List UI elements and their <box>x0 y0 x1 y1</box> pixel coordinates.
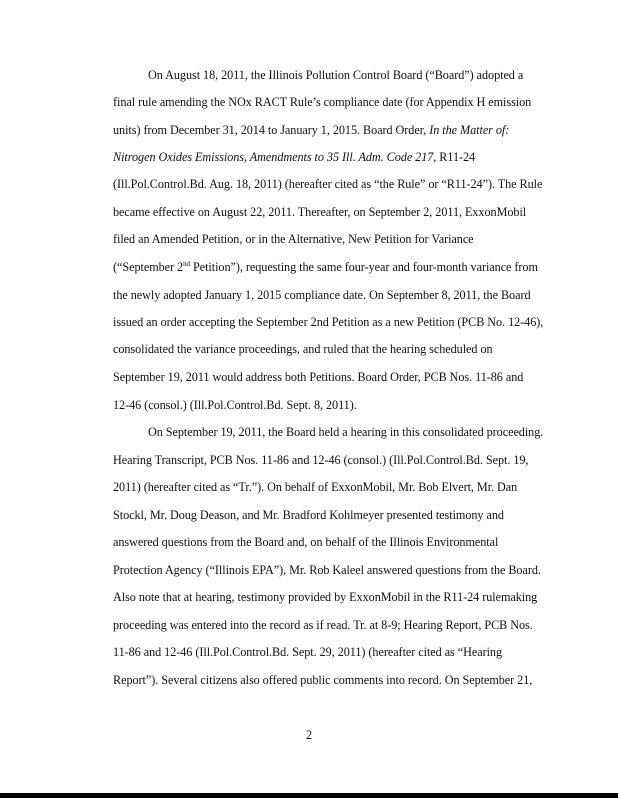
case-title-italic: In the Matter of: <box>429 123 510 137</box>
p2-line-2: Hearing Transcript, PCB Nos. 11-86 and 12-46 (consol.) (Ill.Pol.Control.Bd. Sept. 19, <box>113 453 529 467</box>
p2-line-10: Report”). Several citizens also offered public comments into record. On September 21, <box>113 673 533 687</box>
p1-line-11: consolidated the variance proceedings, and ruled that the hearing scheduled on <box>113 342 493 356</box>
page-number: 2 <box>305 728 313 742</box>
p2-line-7: Also note that at hearing, testimony provided by ExxonMobil in the R11-24 rulemaking <box>113 590 538 604</box>
p1-line-1: On August 18, 2011, the Illinois Pollution Control Board (“Board”) adopted a <box>148 68 524 82</box>
sept-quote-open: (“September 2 <box>113 260 184 274</box>
sept-quote-rest: Petition”), requesting the same four-year and four-month variance from <box>189 260 538 274</box>
case-name-italic: Nitrogen Oxides Emissions, Amendments to 35 Ill. Adm. Code 217, <box>113 150 437 164</box>
p1-line-4 <box>113 150 475 164</box>
p2-line-5: answered questions from the Board and, on behalf of the Illinois Environmental <box>113 535 499 549</box>
p1-line-3 <box>113 123 509 137</box>
p1-line-8 <box>113 260 538 274</box>
case-number: R11-24 <box>436 150 476 164</box>
bottom-rule <box>0 793 618 798</box>
p2-line-1: On September 19, 2011, the Board held a hearing in this consolidated proceeding. <box>148 425 544 439</box>
p1-line-6: became effective on August 22, 2011. Thereafter, on September 2, 2011, ExxonMobil <box>113 205 527 219</box>
p1-line-2: final rule amending the NOx RACT Rule’s compliance date (for Appendix H emission <box>113 95 532 109</box>
p1-line-7: filed an Amended Petition, or in the Alternative, New Petition for Variance <box>113 232 474 246</box>
p2-line-3: 2011) (hereafter cited as “Tr.”). On behalf of ExxonMobil, Mr. Bob Elvert, Mr. Dan <box>113 480 518 494</box>
p1-line-5: (Ill.Pol.Control.Bd. Aug. 18, 2011) (hereafter cited as “the Rule” or “R11-24”). The Rule <box>113 177 543 191</box>
p1-line-9: the newly adopted January 1, 2015 compliance date. On September 8, 2011, the Board <box>113 288 531 302</box>
p1-line-12: September 19, 2011 would address both Petitions. Board Order, PCB Nos. 11-86 and <box>113 370 524 384</box>
p2-line-4: Stockl, Mr. Doug Deason, and Mr. Bradford Kohlmeyer presented testimony and <box>113 508 504 522</box>
p2-line-9: 11-86 and 12-46 (Ill.Pol.Control.Bd. Sept. 29, 2011) (hereafter cited as “Hearing <box>113 645 503 659</box>
p2-line-8: proceeding was entered into the record as if read. Tr. at 8-9; Hearing Report, PCB Nos. <box>113 618 533 632</box>
p1-line-3-text: units) from December 31, 2014 to January 1, 2015. Board Order, <box>113 123 430 137</box>
p2-line-6: Protection Agency (“Illinois EPA”), Mr. Rob Kaleel answered questions from the Board. <box>113 563 541 577</box>
ordinal-superscript: nd <box>183 260 190 268</box>
p1-line-10: issued an order accepting the September 2nd Petition as a new Petition (PCB No. 12-46), <box>113 315 544 329</box>
p1-line-13: 12-46 (consol.) (Ill.Pol.Control.Bd. Sept. 8, 2011). <box>113 398 357 412</box>
